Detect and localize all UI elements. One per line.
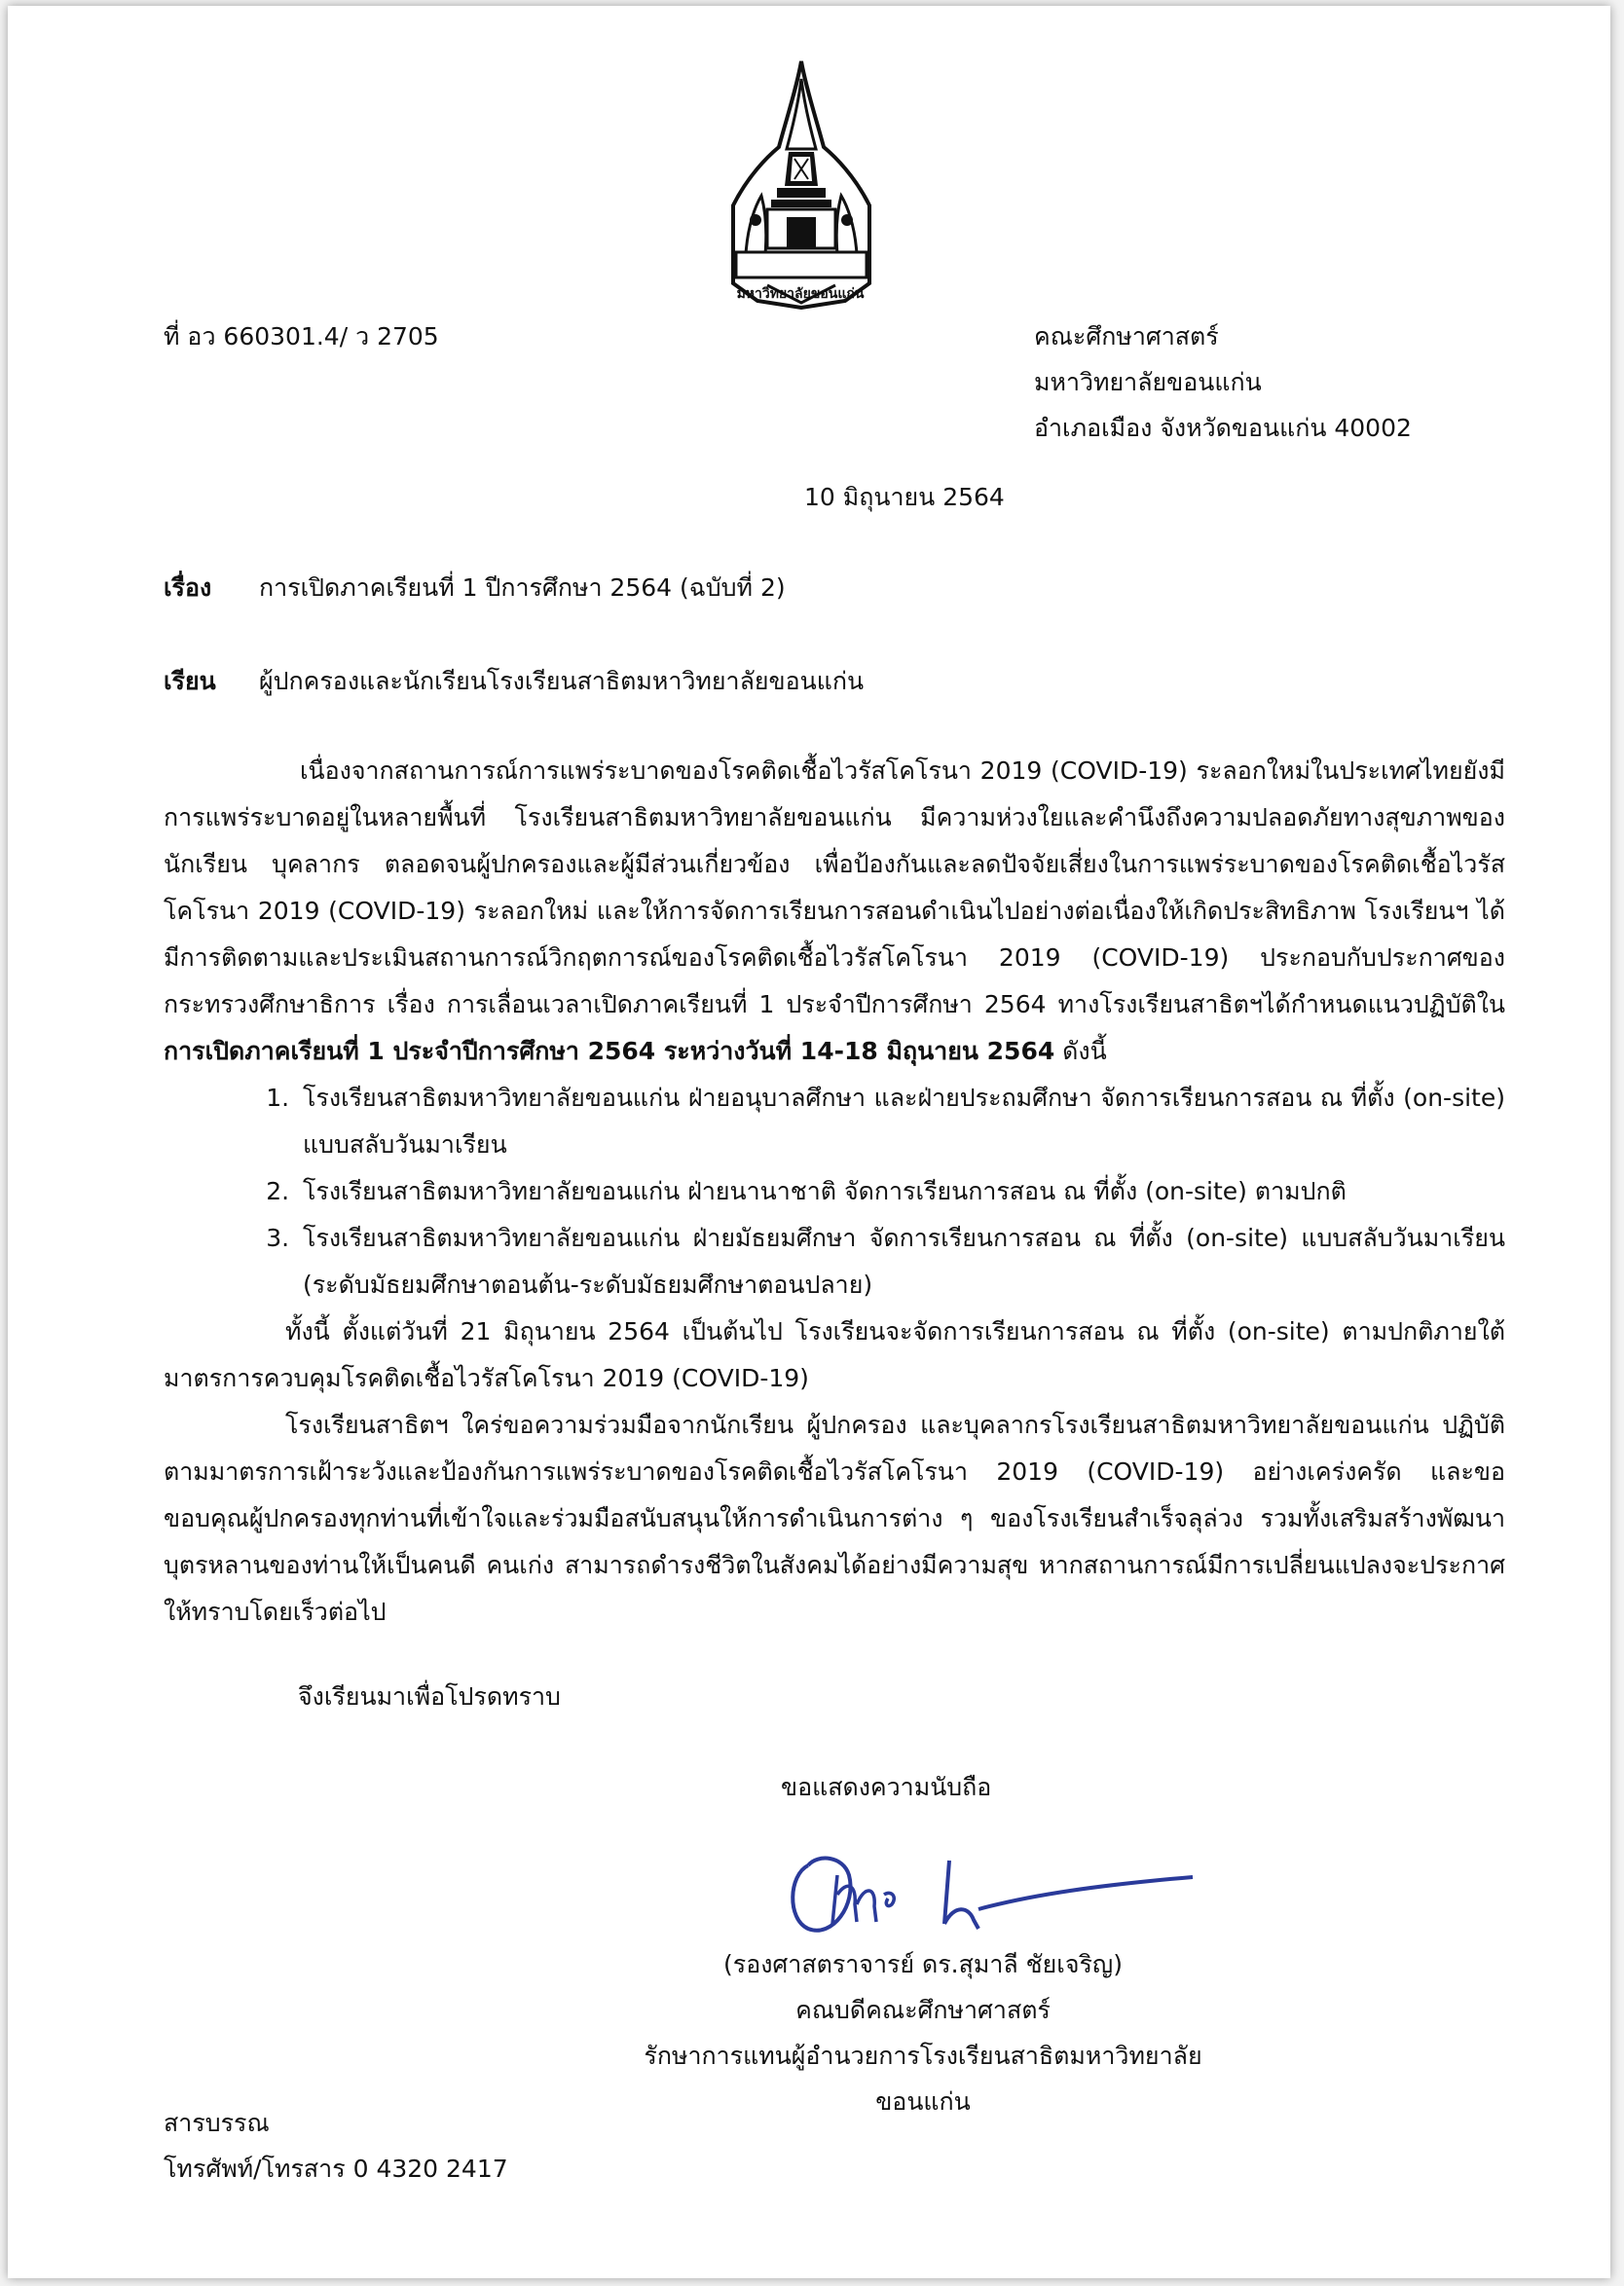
recipient-line (164, 658, 864, 704)
paragraph-1-bold: การเปิดภาคเรียนที่ 1 ประจำปีการศึกษา 2564 ระหว่างวันที่ 14-18 มิถุนายน 2564 (164, 1037, 1055, 1065)
closing-line: จึงเรียนมาเพื่อโปรดทราบ (298, 1682, 561, 1711)
letter-date: 10 มิถุนายน 2564 (804, 483, 1005, 511)
arrangement-list (164, 1075, 1505, 1309)
letter-page (8, 6, 1610, 2278)
body-paragraph-3: โรงเรียนสาธิตฯ ใคร่ขอความร่วมมือจากนักเรียน ผู้ปกครอง และบุคลากรโรงเรียนสาธิตมหาวิทยาลัยขอนแก่น ปฏิบัติตามมาตรการเฝ้าระวังและป้องกันการแพร่ระบาดของโรคติดเชื้อไวรัสโคโรนา 2019 (COVID-19) อย่างเคร่งครัด และขอขอบคุณผู้ปกครองทุกท่านที่เข้าใจและร่วมมือสนับสนุนให้การดำเนินการต่าง ๆ ของโรงเรียนสำเร็จลุล่วง รวมทั้งเสริมสร้างพัฒนาบุตรหลานของท่านให้เป็นคนดี คนเก่ง สามารถดำรงชีวิตในสังคมได้อย่างมีความสุข หากสถานการณ์มีการเปลี่ยนแปลงจะประกาศให้ทราบโดยเร็วต่อไป (164, 1411, 1505, 1626)
list-item: 2. โรงเรียนสาธิตมหาวิทยาลัยขอนแก่น ฝ่ายนานาชาติ จัดการเรียนการสอน ณ ที่ตั้ง (on-site) ตามปกติ (297, 1168, 1505, 1215)
list-item: 1. โรงเรียนสาธิตมหาวิทยาลัยขอนแก่น ฝ่ายอนุบาลศึกษา และฝ่ายประถมศึกษา จัดการเรียนการสอน ณ ที่ตั้ง (on-site) แบบสลับวันมาเรียน (297, 1075, 1505, 1168)
recipient-text: ผู้ปกครองและนักเรียนโรงเรียนสาธิตมหาวิทยาลัยขอนแก่น (259, 667, 865, 695)
list-item: 3. โรงเรียนสาธิตมหาวิทยาลัยขอนแก่น ฝ่ายมัธยมศึกษา จัดการเรียนการสอน ณ ที่ตั้ง (on-site) แบบสลับวันมาเรียน (ระดับมัธยมศึกษาตอนต้น-ระดับมัธยมศึกษาตอนปลาย) (297, 1215, 1505, 1309)
letter-body (164, 748, 1505, 1636)
reference-number: ที่ อว 660301.4/ ว 2705 (164, 322, 439, 350)
university-seal-logo (728, 59, 874, 313)
subject-label: เรื่อง (164, 573, 212, 602)
handwritten-signature (779, 1836, 1198, 1943)
logo-caption: มหาวิทยาลัยขอนแก่น (736, 286, 865, 302)
subject-text: การเปิดภาคเรียนที่ 1 ปีการศึกษา 2564 (ฉบับที่ 2) (259, 573, 786, 602)
signatory-name: (รองศาสตราจารย์ ดร.สุมาลี ชัยเจริญ) (723, 1950, 1123, 1978)
signatory-acting: รักษาการแทนผู้อำนวยการโรงเรียนสาธิตมหาวิทยาลัยขอนแก่น (644, 2042, 1202, 2116)
recipient-label: เรียน (164, 667, 216, 695)
address-line-3: อำเภอเมือง จังหวัดขอนแก่น 40002 (1034, 414, 1412, 442)
body-paragraph-1 (164, 748, 1505, 1075)
subject-line (164, 565, 786, 610)
body-paragraph-2: ทั้งนี้ ตั้งแต่วันที่ 21 มิถุนายน 2564 เป็นต้นไป โรงเรียนจะจัดการเรียนการสอน ณ ที่ตั้ง (on-site) ตามปกติภายใต้มาตรการควบคุมโรคติดเชื้อไวรัสโคโรนา 2019 (COVID-19) (164, 1317, 1505, 1392)
paragraph-1-text: เนื่องจากสถานการณ์การแพร่ระบาดของโรคติดเชื้อไวรัสโคโรนา 2019 (COVID-19) ระลอกใหม่ในประเทศไทยยังมีการแพร่ระบาดอยู่ในหลายพื้นที่ โรงเรียนสาธิตมหาวิทยาลัยขอนแก่น มีความห่วงใยและคำนึงถึงความปลอดภัยทางสุขภาพของนักเรียน บุคลากร ตลอดจนผู้ปกครองและผู้มีส่วนเกี่ยวข้อง เพื่อป้องกันและลดปัจจัยเสี่ยงในการแพร่ระบาดของโรคติดเชื้อไวรัสโคโรนา 2019 (COVID-19) ระลอกใหม่ และให้การจัดการเรียนการสอนดำเนินไปอย่างต่อเนื่องให้เกิดประสิทธิภาพ โรงเรียนฯ ได้มีการติดตามและประเมินสถานการณ์วิกฤตการณ์ของโรคติดเชื้อไวรัสโคโรนา 2019 (COVID-19) ประกอบกับประกาศของกระทรวงศึกษาธิการ เรื่อง การเลื่อนเวลาเปิดภาคเรียนที่ 1 ประจำปีการศึกษา 2564 ทางโรงเรียนสาธิตฯได้กำหนดแนวปฏิบัติใน (164, 756, 1505, 1018)
footer-contact (164, 2100, 508, 2192)
paragraph-1-end: ดังนี้ (1054, 1037, 1107, 1065)
signatory-title: คณบดีคณะศึกษาศาสตร์ (795, 1996, 1051, 2024)
sender-address (1034, 313, 1412, 451)
address-line-2: มหาวิทยาลัยขอนแก่น (1034, 368, 1262, 396)
footer-department: สารบรรณ (164, 2109, 270, 2137)
footer-phone: โทรศัพท์/โทรสาร 0 4320 2417 (164, 2155, 508, 2183)
signatory-block (631, 1941, 1215, 2124)
address-line-1: คณะศึกษาศาสตร์ (1034, 322, 1219, 350)
regards-line: ขอแสดงความนับถือ (781, 1773, 992, 1801)
